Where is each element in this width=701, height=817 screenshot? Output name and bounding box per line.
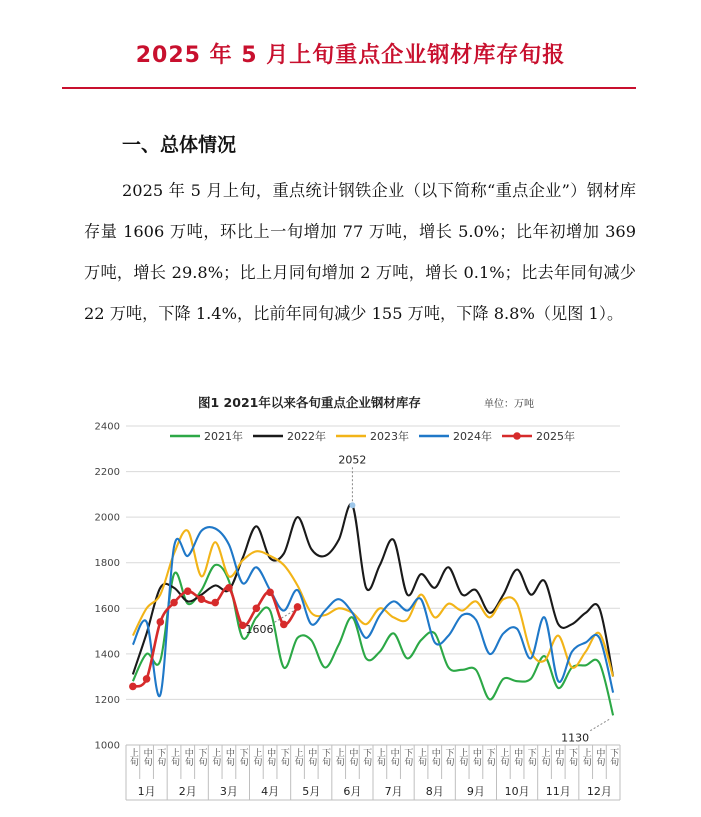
y-tick-label: 1400	[94, 649, 120, 661]
month-label: 11月	[545, 785, 571, 798]
month-label: 4月	[261, 785, 280, 798]
month-label: 7月	[384, 785, 403, 798]
data-point-2025年	[198, 595, 206, 603]
y-tick-label: 1200	[94, 694, 120, 706]
period-tick-label: 上旬	[169, 748, 180, 766]
y-tick-label: 1800	[94, 558, 120, 570]
period-tick-label: 上旬	[333, 748, 344, 766]
data-point-2025年	[129, 683, 137, 691]
data-label: 2052	[338, 453, 367, 467]
legend-label: 2025年	[536, 430, 575, 443]
document-title: 2025 年 5 月上旬重点企业钢材库存旬报	[135, 43, 566, 68]
period-tick-label: 下旬	[608, 748, 619, 766]
month-label: 9月	[466, 785, 485, 798]
annotation-marker	[349, 502, 355, 508]
y-tick-label: 1600	[94, 603, 120, 615]
y-tick-label: 2200	[94, 467, 120, 479]
data-point-2025年	[225, 584, 233, 592]
period-tick-label: 中旬	[388, 748, 399, 766]
period-tick-label: 下旬	[402, 748, 413, 766]
period-tick-label: 下旬	[361, 748, 372, 766]
legend-label: 2023年	[370, 430, 409, 443]
month-label: 6月	[343, 785, 362, 798]
chart-title: 图1 2021年以来各旬重点企业钢材库存	[198, 395, 421, 410]
period-tick-label: 上旬	[580, 748, 591, 766]
annotation-leader	[589, 719, 609, 731]
period-tick-label: 下旬	[237, 748, 248, 766]
series-line-2022年	[133, 504, 613, 677]
y-tick-label: 2000	[94, 512, 120, 524]
y-tick-label: 2400	[94, 421, 120, 433]
data-label: 1606	[245, 622, 274, 636]
period-tick-label: 下旬	[319, 748, 330, 766]
period-tick-label: 上旬	[374, 748, 385, 766]
data-point-2025年	[294, 603, 302, 611]
month-label: 5月	[302, 785, 321, 798]
period-tick-label: 上旬	[416, 748, 427, 766]
data-point-2025年	[157, 618, 165, 626]
period-tick-label: 上旬	[127, 748, 138, 766]
month-label: 2月	[178, 785, 197, 798]
period-tick-label: 中旬	[429, 748, 440, 766]
legend-label: 2022年	[287, 430, 326, 443]
period-tick-label: 下旬	[484, 748, 495, 766]
period-tick-label: 中旬	[306, 748, 317, 766]
period-tick-label: 中旬	[594, 748, 605, 766]
period-tick-label: 上旬	[457, 748, 468, 766]
period-tick-label: 下旬	[155, 748, 166, 766]
period-tick-label: 下旬	[196, 748, 207, 766]
data-point-2025年	[170, 599, 178, 607]
period-tick-label: 上旬	[539, 748, 550, 766]
period-tick-label: 上旬	[292, 748, 303, 766]
month-label: 8月	[425, 785, 444, 798]
period-tick-label: 上旬	[251, 748, 262, 766]
data-label: 1130	[561, 731, 590, 745]
data-point-2025年	[253, 604, 261, 612]
period-tick-label: 中旬	[553, 748, 564, 766]
period-tick-label: 中旬	[470, 748, 481, 766]
period-tick-label: 下旬	[443, 748, 454, 766]
period-tick-label: 下旬	[278, 748, 289, 766]
period-tick-label: 中旬	[182, 748, 193, 766]
chart-unit: 单位：万吨	[484, 399, 534, 410]
period-tick-label: 上旬	[210, 748, 221, 766]
data-point-2025年	[143, 675, 151, 683]
data-point-2025年	[211, 599, 219, 607]
data-point-2025年	[280, 621, 288, 629]
title-divider	[62, 87, 636, 89]
period-tick-label: 中旬	[347, 748, 358, 766]
series-line-2024年	[133, 527, 613, 696]
legend-label: 2024年	[453, 430, 492, 443]
summary-paragraph: 2025 年 5 月上旬，重点统计钢铁企业（以下简称“重点企业”）钢材库存量 1606 万吨，环比上一旬增加 77 万吨，增长 5.0%；比年初增加 369 万吨，增长 29.8%；比上月同旬增加 2 万吨，增长 0.1%；比去年同旬减少 22 万吨，下降 1.4%，比前年同旬减少 155 万吨，下降 8.8%（见图 1）。	[84, 181, 636, 323]
month-label: 12月	[586, 785, 612, 798]
period-tick-label: 中旬	[223, 748, 234, 766]
inventory-line-chart	[0, 380, 701, 810]
month-label: 3月	[219, 785, 238, 798]
period-tick-label: 中旬	[141, 748, 152, 766]
data-point-2025年	[184, 587, 192, 595]
period-tick-label: 上旬	[498, 748, 509, 766]
period-tick-label: 下旬	[525, 748, 536, 766]
month-label: 1月	[137, 785, 156, 798]
series-line-2021年	[133, 565, 613, 716]
month-label: 10月	[504, 785, 530, 798]
period-tick-label: 下旬	[566, 748, 577, 766]
series-line-2023年	[133, 530, 613, 676]
data-point-2025年	[266, 589, 274, 597]
y-tick-label: 1000	[94, 740, 120, 752]
period-tick-label: 中旬	[512, 748, 523, 766]
section-heading: 一、总体情况	[122, 134, 237, 156]
period-tick-label: 中旬	[265, 748, 276, 766]
legend-marker	[513, 432, 521, 440]
legend-label: 2021年	[204, 430, 243, 443]
